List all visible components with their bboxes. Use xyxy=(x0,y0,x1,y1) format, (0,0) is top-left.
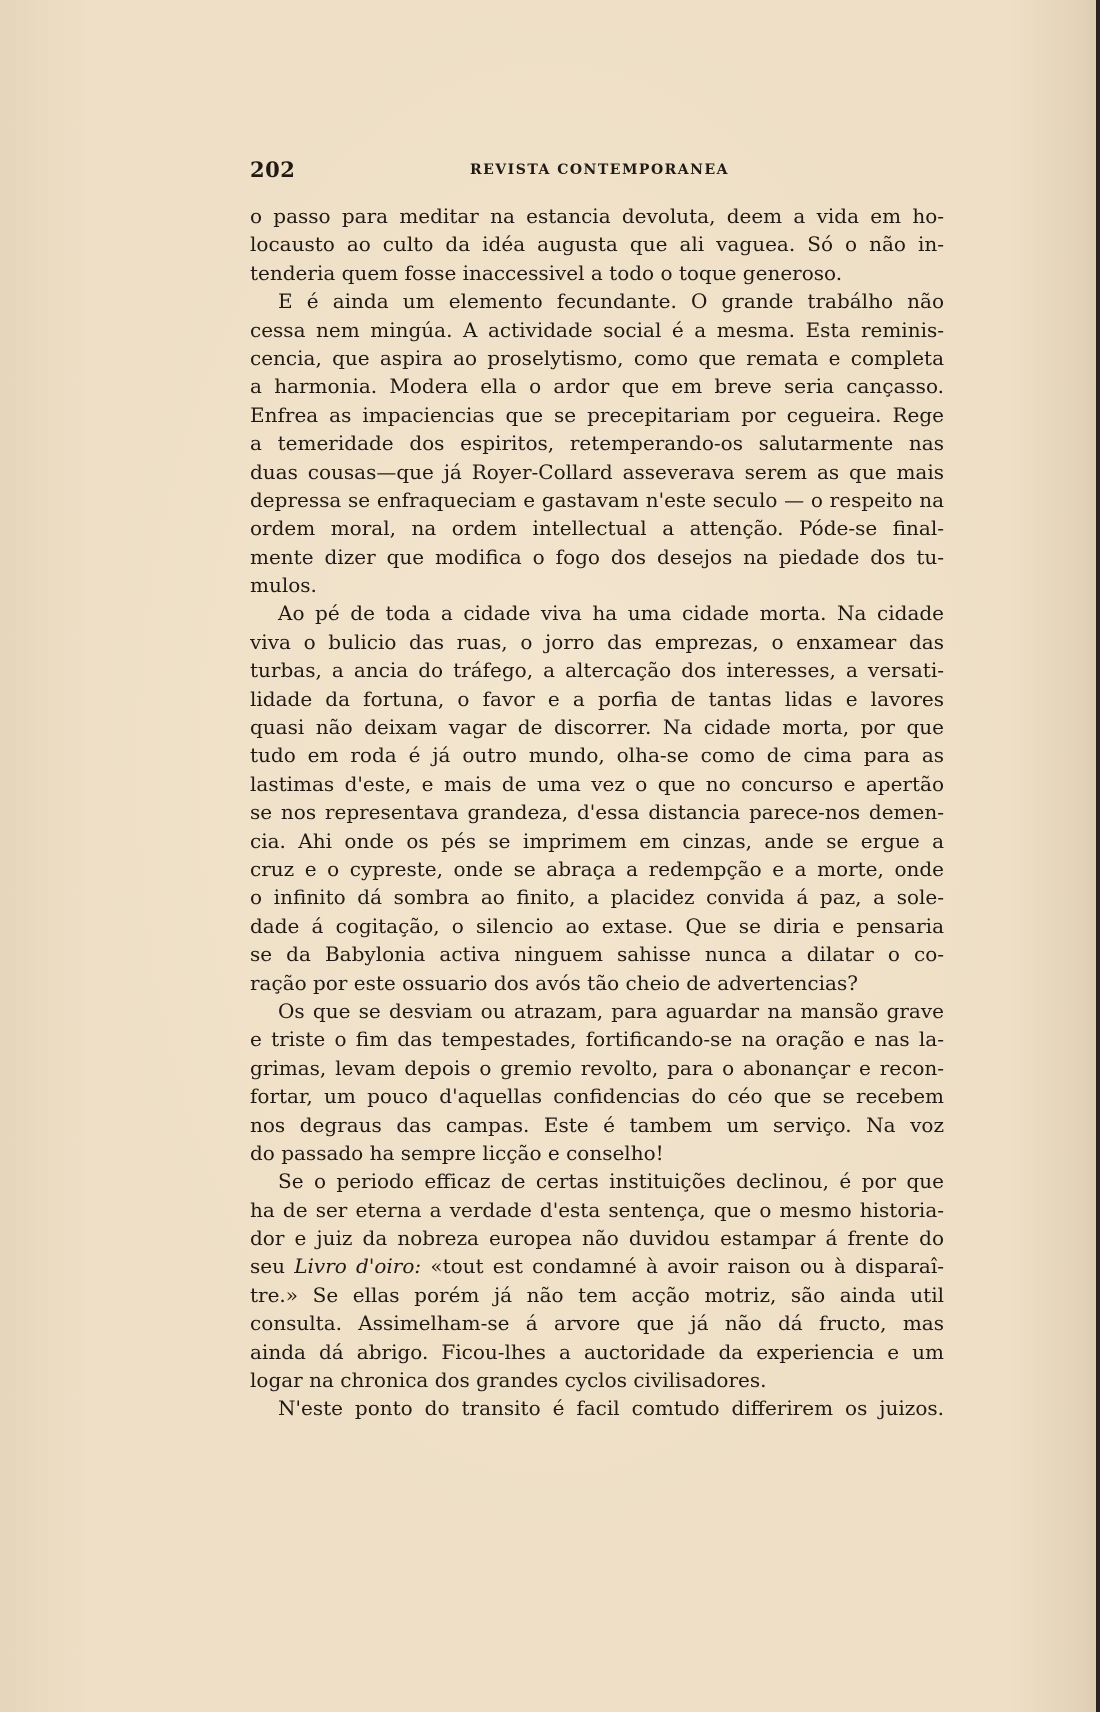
page-header xyxy=(250,157,944,187)
text-line: nos degraus das campas. Este é tambem um serviço. Na voz xyxy=(250,1112,944,1137)
text-line: fortar, um pouco d'aquellas confidencias do céo que se recebem xyxy=(250,1084,944,1109)
text-line: viva o bulicio das ruas, o jorro das emprezas, o enxamear das xyxy=(250,629,944,654)
text-line: grimas, levam depois o gremio revolto, para o abonançar e recon- xyxy=(250,1055,944,1080)
text-line: cessa nem mingúa. A actividade social é a mesma. Esta reminis- xyxy=(250,317,944,342)
text-line: dor e juiz da nobreza europea não duvidou estampar á frente do xyxy=(250,1226,944,1251)
book-title-italic: Livro d'oiro: xyxy=(294,1254,422,1279)
text-line: tre.» Se ellas porém já não tem acção motriz, são ainda util xyxy=(250,1282,944,1307)
text-line: a temeridade dos espiritos, retemperando-os salutarmente nas xyxy=(250,431,944,456)
text-line: ordem moral, na ordem intellectual a attenção. Póde-se final- xyxy=(250,516,944,541)
text-line: N'este ponto do transito é facil comtudo differirem os juizos. xyxy=(278,1396,944,1421)
text-line: ração por este ossuario dos avós tão cheio de advertencias? xyxy=(250,970,858,995)
text-line: E é ainda um elemento fecundante. O grande trabálho não xyxy=(278,289,944,314)
text-line: dade á cogitação, o silencio ao extase. Que se diria e pensaria xyxy=(250,913,944,938)
text-line: se nos representava grandeza, d'essa distancia parece-nos demen- xyxy=(250,800,944,825)
text-line: consulta. Assimelham-se á arvore que já não dá fructo, mas xyxy=(250,1311,944,1336)
text-line: cia. Ahi onde os pés se imprimem em cinzas, ande se ergue a xyxy=(250,828,944,853)
text-line: quasi não deixam vagar de discorrer. Na cidade morta, por que xyxy=(250,715,944,740)
page-edge-shadow xyxy=(1096,0,1100,1712)
text-line: o passo para meditar na estancia devoluta, deem a vida em ho- xyxy=(250,204,944,228)
running-title: REVISTA CONTEMPORANEA xyxy=(470,162,729,178)
text-line: lidade da fortuna, o favor e a porfia de tantas lidas e lavores xyxy=(250,686,944,711)
text-line: cruz e o cypreste, onde se abraça a redempção e a morte, onde xyxy=(250,856,944,881)
text-line: turbas, a ancia do tráfego, a altercação dos interesses, a versati- xyxy=(250,658,944,683)
text-line: locausto ao culto da idéa augusta que ali vaguea. Só o não in- xyxy=(250,232,944,257)
text-line: tenderia quem fosse inaccessivel a todo o toque generoso. xyxy=(250,260,843,285)
text-line xyxy=(250,1252,944,1280)
text-line: Se o periodo efficaz de certas instituições declinou, é por que xyxy=(278,1169,944,1194)
text-line: duas cousas—que já Royer-Collard asseverava serem as que mais xyxy=(250,459,944,484)
text-line: mulos. xyxy=(250,573,317,598)
text-line: Enfrea as impaciencias que se precepitariam por cegueira. Rege xyxy=(250,402,944,427)
text-line: e triste o fim das tempestades, fortificando-se na oração e nas la- xyxy=(250,1027,944,1052)
text-line: cencia, que aspira ao proselytismo, como que remata e completa xyxy=(250,345,944,370)
text-line: Os que se desviam ou atrazam, para aguardar na mansão grave xyxy=(278,998,944,1023)
text-line: Ao pé de toda a cidade viva ha uma cidade morta. Na cidade xyxy=(278,601,944,626)
text-line: lastimas d'este, e mais de uma vez o que no concurso e apertão xyxy=(250,771,944,796)
text-line: ha de ser eterna a verdade d'esta sentença, que o mesmo historia- xyxy=(250,1197,944,1222)
text-line: logar na chronica dos grandes cyclos civilisadores. xyxy=(250,1368,767,1393)
text-segment: seu xyxy=(250,1254,295,1279)
text-line: do passado ha sempre licção e conselho! xyxy=(250,1140,664,1165)
text-line: a harmonia. Modera ella o ardor que em breve seria cançasso. xyxy=(250,374,944,399)
page-number: 202 xyxy=(250,157,296,182)
text-line: se da Babylonia activa ninguem sahisse nunca a dilatar o co- xyxy=(250,942,944,967)
body-text xyxy=(250,202,944,1423)
text-line: tudo em roda é já outro mundo, olha-se como de cima para as xyxy=(250,743,944,768)
text-line: depressa se enfraqueciam e gastavam n'este seculo — o respeito na xyxy=(250,487,944,512)
text-segment: «tout est condamné à avoir raison ou à disparaî- xyxy=(421,1254,944,1279)
text-line: ainda dá abrigo. Ficou-lhes a auctoridade da experiencia e um xyxy=(250,1339,944,1364)
text-line: o infinito dá sombra ao finito, a placidez convida á paz, a sole- xyxy=(250,885,944,910)
text-line: mente dizer que modifica o fogo dos desejos na piedade dos tu- xyxy=(250,544,944,569)
